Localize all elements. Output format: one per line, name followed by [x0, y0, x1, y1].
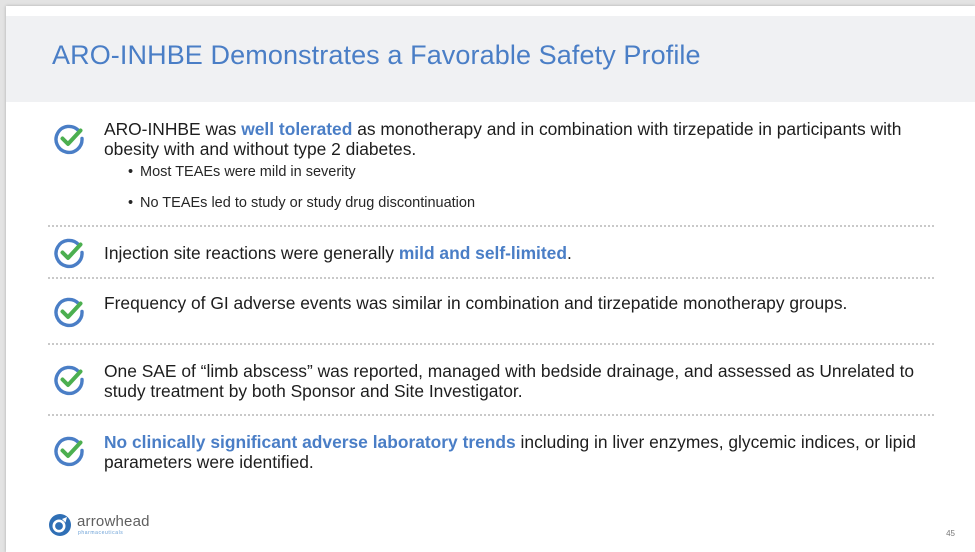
check-circle-icon — [52, 433, 86, 467]
check-circle-icon — [52, 362, 86, 396]
slide — [6, 6, 975, 552]
slide-title: ARO-INHBE Demonstrates a Favorable Safety Profile — [52, 40, 701, 70]
item-text: Injection site reactions were generally mild and self-limited. — [104, 243, 572, 263]
arrowhead-logo-icon — [48, 513, 72, 537]
item-text: No clinically significant adverse laboratory trends including in liver enzymes, glycemic indices, or lipid parameters were identified. — [104, 432, 916, 472]
item-text: One SAE of “limb abscess” was reported, managed with bedside drainage, and assessed as Unrelated to study treatment by both Sponsor and Site Investigator. — [104, 361, 915, 401]
sub-bullet: • No TEAEs led to study or study drug discontinuation — [128, 195, 476, 211]
divider — [48, 343, 934, 345]
item-text: ARO-INHBE was well tolerated as monotherapy and in combination with tirzepatide in participants with obesity with and without type 2 diabetes. — [104, 119, 902, 159]
check-circle-icon — [52, 121, 86, 155]
logo-wordmark: arrowhead — [77, 513, 150, 530]
divider — [48, 277, 934, 279]
divider — [48, 225, 934, 227]
item-text: Frequency of GI adverse events was similar in combination and tirzepatide monotherapy groups. — [104, 293, 848, 313]
logo-tagline: pharmaceuticals — [78, 530, 124, 536]
arrowhead-logo — [48, 513, 188, 539]
title-band — [6, 16, 975, 102]
check-circle-icon — [52, 235, 86, 269]
sub-bullet: • Most TEAEs were mild in severity — [128, 164, 356, 180]
divider — [48, 414, 934, 416]
check-circle-icon — [52, 294, 86, 328]
page-number: 45 — [946, 529, 955, 538]
